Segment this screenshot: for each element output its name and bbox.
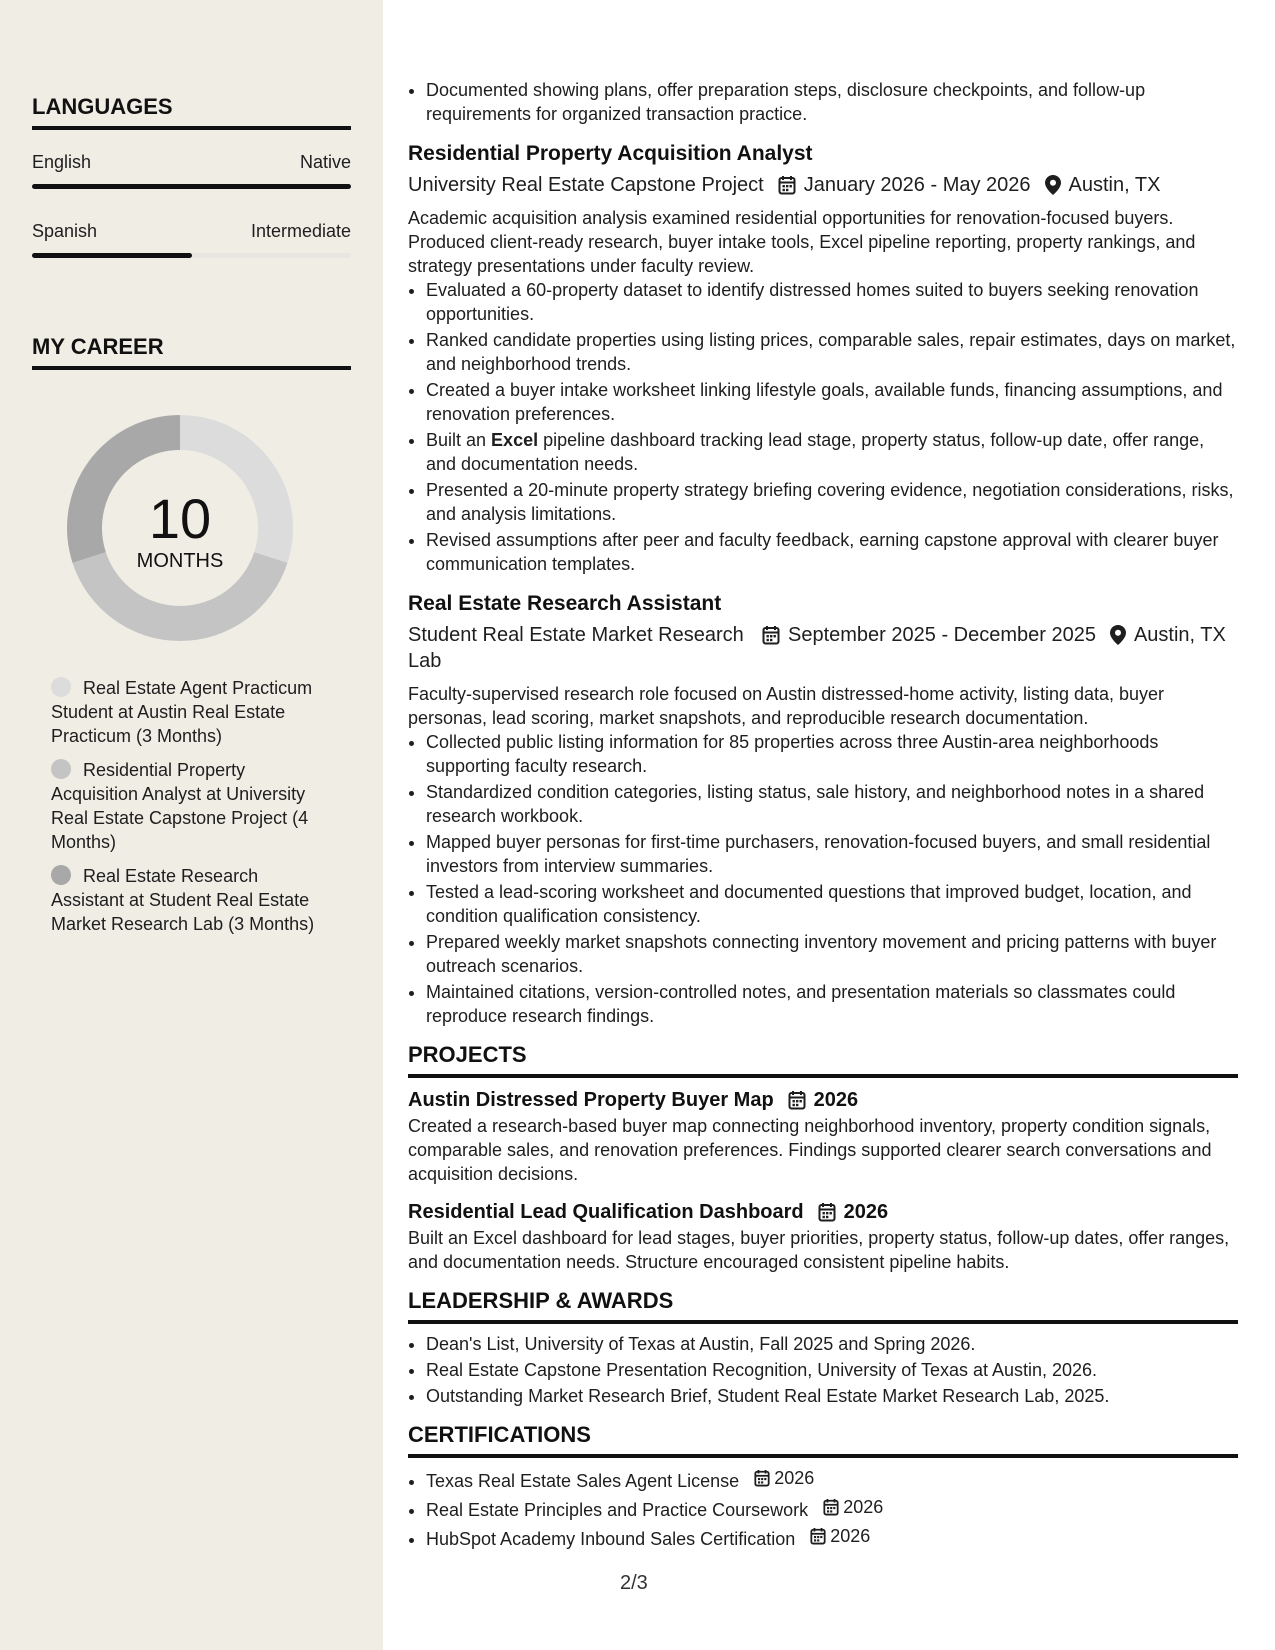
career-donut xyxy=(66,414,294,642)
bullet: • Documented showing plans, offer preparation steps, disclosure checkpoints, and follow-up requirements for organized transaction practice. xyxy=(426,78,1238,126)
job-location xyxy=(1045,172,1161,198)
calendar-icon xyxy=(810,1527,826,1545)
project-year-text: 2026 xyxy=(813,1089,859,1111)
certifications-list xyxy=(408,1466,1238,1551)
main-content xyxy=(408,78,1238,1553)
languages-heading: LANGUAGES xyxy=(32,94,351,130)
certification-name: Texas Real Estate Sales Agent License xyxy=(426,1471,740,1491)
job-bullets xyxy=(408,278,1238,576)
map-pin-icon xyxy=(1110,625,1126,645)
bullet: • Maintained citations, version-controlled notes, and presentation materials so classmates could reproduce research findings. xyxy=(426,980,1238,1028)
certifications-heading: CERTIFICATIONS xyxy=(408,1422,1238,1458)
career-item-text: Real Estate Research Assistant at Student Real Estate Market Research Lab (3 Months) xyxy=(51,866,315,934)
sidebar xyxy=(0,0,383,1650)
legend-dot xyxy=(51,759,71,779)
language-level: Intermediate xyxy=(250,221,351,241)
bullet: • Mapped buyer personas for first-time purchasers, renovation-focused buyers, and small residential investors from interview summaries. xyxy=(426,830,1238,878)
job-location-text: Austin, TX xyxy=(1133,624,1226,646)
bullet: • Real Estate Capstone Presentation Recognition, University of Texas at Austin, 2026. xyxy=(426,1358,1238,1382)
certification-year-text: 2026 xyxy=(830,1526,871,1546)
project-entry xyxy=(408,1198,1238,1274)
project-desc: Created a research-based buyer map connecting neighborhood inventory, property condition signals, comparable sales, and renovation preferences. Findings supported clearer search conversations and acquisition decisions. xyxy=(408,1116,1212,1184)
project-year xyxy=(818,1198,889,1226)
bullet: • Standardized condition categories, listing status, sale history, and neighborhood notes in a shared research workbook. xyxy=(426,780,1238,828)
language-name: Spanish xyxy=(32,221,98,241)
certification-name: Real Estate Principles and Practice Coursework xyxy=(426,1500,809,1520)
language-name: English xyxy=(32,152,92,172)
bullet: • Evaluated a 60-property dataset to identify distressed homes suited to buyers seeking renovation opportunities. xyxy=(426,278,1238,326)
bullet-text: Built an xyxy=(426,430,492,450)
leadership-heading: LEADERSHIP & AWARDS xyxy=(408,1288,1238,1324)
bullet: • Presented a 20-minute property strategy briefing covering evidence, negotiation considerations, risks, and analysis limitations. xyxy=(426,478,1238,526)
career-item-text: Residential Property Acquisition Analyst at University Real Estate Capstone Project (4 Months) xyxy=(51,760,309,852)
career-item xyxy=(51,758,331,854)
bullet xyxy=(426,428,1238,476)
certification-year-text: 2026 xyxy=(774,1468,815,1488)
certification-item xyxy=(426,1466,1238,1493)
language-row-english xyxy=(32,152,351,173)
calendar-icon xyxy=(818,1202,836,1222)
bullet-bold-text: Excel xyxy=(491,430,539,450)
certification-year xyxy=(823,1495,883,1519)
project-title: Austin Distressed Property Buyer Map xyxy=(408,1089,774,1111)
job-location-text: Austin, TX xyxy=(1068,174,1161,196)
project-title: Residential Lead Qualification Dashboard xyxy=(408,1201,804,1223)
job-entry xyxy=(408,590,1238,1028)
job-dates-text: September 2025 - December 2025 xyxy=(788,624,1096,646)
job-summary: Academic acquisition analysis examined residential opportunities for renovation-focused buyers. Produced client-ready research, buyer intake tools, Excel pipeline reporting, property rankings, and strategy presentations under faculty review. xyxy=(408,208,1196,276)
job-org: University Real Estate Capstone Project xyxy=(408,174,764,196)
language-bar-fill xyxy=(32,253,192,258)
certification-year-text: 2026 xyxy=(843,1497,884,1517)
job-dates xyxy=(762,622,1096,648)
project-desc: Built an Excel dashboard for lead stages, buyer priorities, property status, follow-up dates, offer ranges, and documentation needs. Structure encouraged consistent pipeline habits. xyxy=(408,1228,1230,1272)
certification-item xyxy=(426,1495,1238,1522)
project-title-row xyxy=(408,1086,1238,1114)
certification-item xyxy=(426,1524,1238,1551)
experience-continued-bullets xyxy=(408,78,1238,126)
job-dates-text: January 2026 - May 2026 xyxy=(803,174,1031,196)
job-bullets xyxy=(408,730,1238,1028)
career-item-text: Real Estate Agent Practicum Student at Austin Real Estate Practicum (3 Months) xyxy=(51,678,313,746)
project-year xyxy=(788,1086,859,1114)
job-title: Residential Property Acquisition Analyst xyxy=(408,142,813,165)
bullet: • Tested a lead-scoring worksheet and documented questions that improved budget, location, and condition qualification consistency. xyxy=(426,880,1238,928)
language-bar-english xyxy=(32,184,351,189)
project-entry xyxy=(408,1086,1238,1186)
language-bar-fill xyxy=(32,184,351,189)
certification-name: HubSpot Academy Inbound Sales Certification xyxy=(426,1529,796,1549)
calendar-icon xyxy=(823,1498,839,1516)
bullet: • Ranked candidate properties using listing prices, comparable sales, repair estimates, days on market, and neighborhood trends. xyxy=(426,328,1238,376)
job-location xyxy=(1110,622,1226,648)
language-level: Native xyxy=(299,152,351,172)
job-summary: Faculty-supervised research role focused on Austin distressed-home activity, listing data, buyer personas, lead scoring, market snapshots, and reproducible research documentation. xyxy=(408,684,1165,728)
career-legend xyxy=(51,676,331,946)
career-heading: MY CAREER xyxy=(32,334,351,370)
career-item xyxy=(51,676,331,748)
project-title-row xyxy=(408,1198,1238,1226)
calendar-icon xyxy=(788,1090,806,1110)
legend-dot xyxy=(51,677,71,697)
bullet: • Revised assumptions after peer and faculty feedback, earning capstone approval with clearer buyer communication templates. xyxy=(426,528,1238,576)
bullet-text: pipeline dashboard tracking lead stage, property status, follow-up date, offer range, and documentation needs. xyxy=(426,430,1205,474)
bullet: • Prepared weekly market snapshots connecting inventory movement and pricing patterns with buyer outreach scenarios. xyxy=(426,930,1238,978)
job-org: Student Real Estate Market Research Lab xyxy=(408,624,744,672)
career-total-unit: MONTHS xyxy=(136,550,224,572)
bullet: • Dean's List, University of Texas at Austin, Fall 2025 and Spring 2026. xyxy=(426,1332,1238,1356)
map-pin-icon xyxy=(1045,175,1061,195)
language-row-spanish xyxy=(32,221,351,242)
job-title: Real Estate Research Assistant xyxy=(408,592,722,615)
bullet: • Created a buyer intake worksheet linking lifestyle goals, available funds, financing assumptions, and renovation preferences. xyxy=(426,378,1238,426)
leadership-list xyxy=(408,1332,1238,1408)
job-dates xyxy=(778,172,1031,198)
legend-dot xyxy=(51,865,71,885)
calendar-icon xyxy=(762,625,780,645)
job-meta xyxy=(408,622,1238,674)
career-item xyxy=(51,864,331,936)
calendar-icon xyxy=(754,1469,770,1487)
language-bar-spanish xyxy=(32,253,351,258)
calendar-icon xyxy=(778,175,796,195)
bullet: • Collected public listing information for 85 properties across three Austin-area neighborhoods supporting faculty research. xyxy=(426,730,1238,778)
bullet: • Outstanding Market Research Brief, Student Real Estate Market Research Lab, 2025. xyxy=(426,1384,1238,1408)
projects-heading: PROJECTS xyxy=(408,1042,1238,1078)
project-year-text: 2026 xyxy=(843,1201,889,1223)
certification-year xyxy=(754,1466,814,1490)
job-meta xyxy=(408,172,1238,198)
page-number: 2/3 xyxy=(620,1572,648,1594)
job-entry xyxy=(408,140,1238,576)
career-total-number: 10 xyxy=(148,487,212,550)
certification-year xyxy=(810,1524,870,1548)
